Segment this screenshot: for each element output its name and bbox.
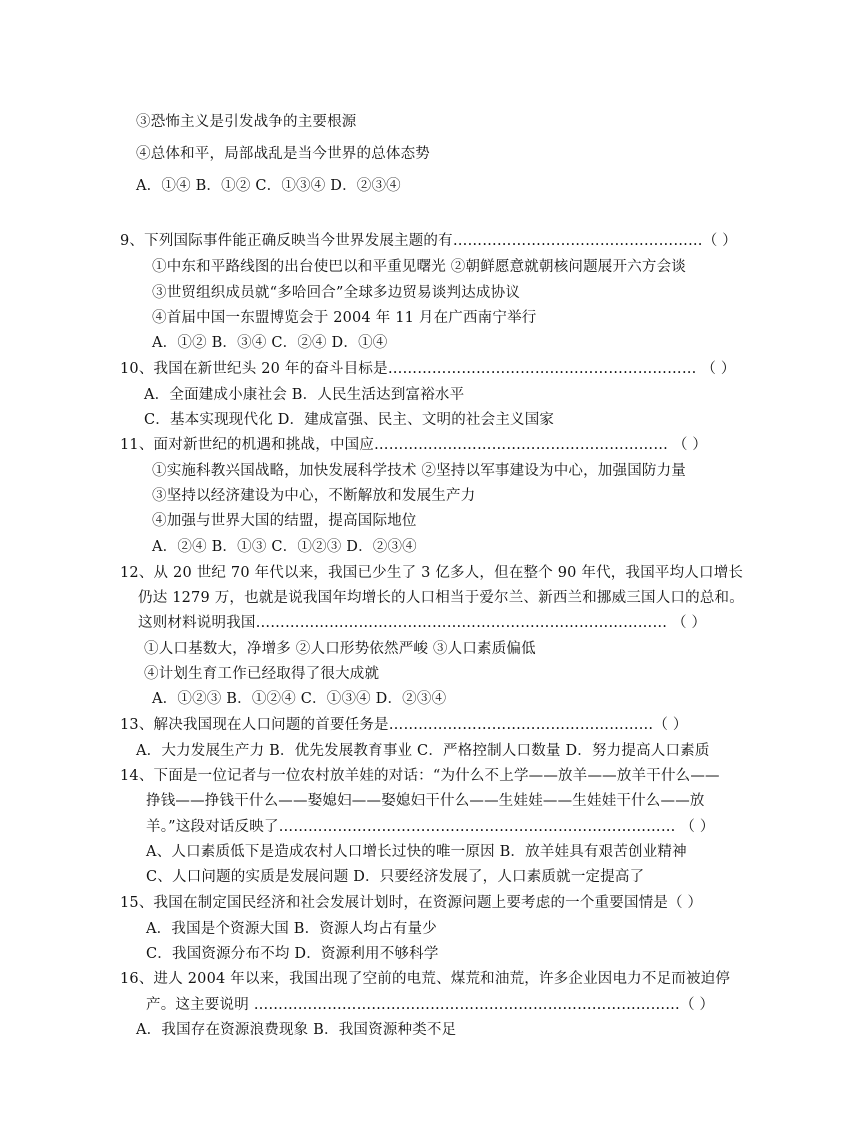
q8-answers: A．①④ B．①② C．①③④ D．②③④ (136, 178, 401, 194)
q9-option-4: ④首届中国一东盟博览会于 2004 年 11 月在广西南宁举行 (152, 310, 537, 326)
q16-stem-line-1: 16、进人 2004 年以来，我国出现了空前的电荒、煤荒和油荒，许多企业因电力不足而被迫停 (120, 971, 731, 987)
q8-option-4: ④总体和平，局部战乱是当今世界的总体态势 (136, 146, 430, 162)
q14-answers-cd: C、人口问题的实质是发展问题 D．只要经济发展了，人口素质就一定提高了 (146, 869, 645, 885)
q12-answers: A．①②③ B．①②④ C．①③④ D．②③④ (152, 691, 447, 707)
q10-stem: 10、我国在新世纪头 20 年的奋斗目标是……………………………………………………… （ ） (120, 361, 736, 377)
q15-answers-ab: A．我国是个资源大国 B．资源人均占有量少 (146, 921, 437, 937)
q12-stem-line-2: 仍达 1279 万，也就是说我国年均增长的人口相当于爱尔兰、新西兰和挪威三国人口的总和。 (138, 590, 744, 606)
q15-answers-cd: C．我国资源分布不均 D．资源利用不够科学 (146, 946, 439, 962)
q12-stem-line-3: 这则材料说明我国………………………………………………………………………… （ ） (138, 615, 707, 631)
q11-stem: 11、面对新世纪的机遇和挑战，中国应…………………………………………………… （ ） (120, 437, 708, 453)
q10-answers-cd: C．基本实现现代化 D．建成富强、民主、文明的社会主义国家 (144, 412, 555, 428)
q9-options-1-2: ①中东和平路线图的出台使巴以和平重见曙光 ②朝鲜愿意就朝核问题展开六方会谈 (152, 259, 687, 275)
q11-options-1-2: ①实施科教兴国战略，加快发展科学技术 ②坚持以军事建设为中心，加强国防力量 (152, 463, 687, 479)
q12-option-4: ④计划生育工作已经取得了很大成就 (144, 666, 380, 682)
q10-answers-ab: A．全面建成小康社会 B．人民生活达到富裕水平 (144, 387, 465, 403)
q9-answers: A．①② B．③④ C．②④ D．①④ (152, 335, 388, 351)
q13-stem: 13、解决我国现在人口问题的首要任务是………………………………………………（ ） (120, 717, 688, 733)
q14-answers-ab: A、人口素质低下是造成农村人口增长过快的唯一原因 B．放羊娃具有艰苦创业精神 (146, 844, 687, 860)
q15-stem: 15、我国在制定国民经济和社会发展计划时，在资源问题上要考虑的一个重要国情是（ ） (120, 895, 703, 911)
q8-option-3: ③恐怖主义是引发战争的主要根源 (136, 114, 357, 130)
q11-answers: A．②④ B．①③ C．①②③ D．②③④ (152, 539, 417, 555)
q12-options-1-3: ①人口基数大，净增多 ②人口形势依然严峻 ③人口素质偏低 (144, 641, 536, 657)
q12-stem-line-1: 12、从 20 世纪 70 年代以来，我国已少生了 3 亿多人，但在整个 90 年代，我国平均人口增长 (120, 565, 744, 581)
q9-option-3: ③世贸组织成员就“多哈回合”全球多边贸易谈判达成协议 (152, 285, 521, 301)
q14-stem-line-2: 挣钱——挣钱干什么——娶媳妇——娶媳妇干什么——生娃娃——生娃娃干什么——放 (146, 793, 705, 809)
q13-answers: A．大力发展生产力 B．优先发展教育事业 C．严格控制人口数量 D．努力提高人口素质 (136, 743, 710, 759)
q16-stem-line-2: 产。这主要说明 ……………………………………………………………………………（ ） (146, 997, 715, 1013)
q14-stem-line-3: 羊。”这段对话反映了……………………………………………………………………… （ ） (146, 819, 715, 835)
q14-stem-line-1: 14、下面是一位记者与一位农村放羊娃的对话：“为什么不上学——放羊——放羊干什么—— (120, 768, 720, 784)
q11-option-4: ④加强与世界大国的结盟，提高国际地位 (152, 513, 417, 529)
q11-option-3: ③坚持以经济建设为中心，不断解放和发展生产力 (152, 488, 476, 504)
q9-stem: 9、下列国际事件能正确反映当今世界发展主题的有……………………………………………（ ） (120, 233, 737, 249)
q16-answers-ab: A．我国存在资源浪费现象 B．我国资源种类不足 (136, 1022, 457, 1038)
